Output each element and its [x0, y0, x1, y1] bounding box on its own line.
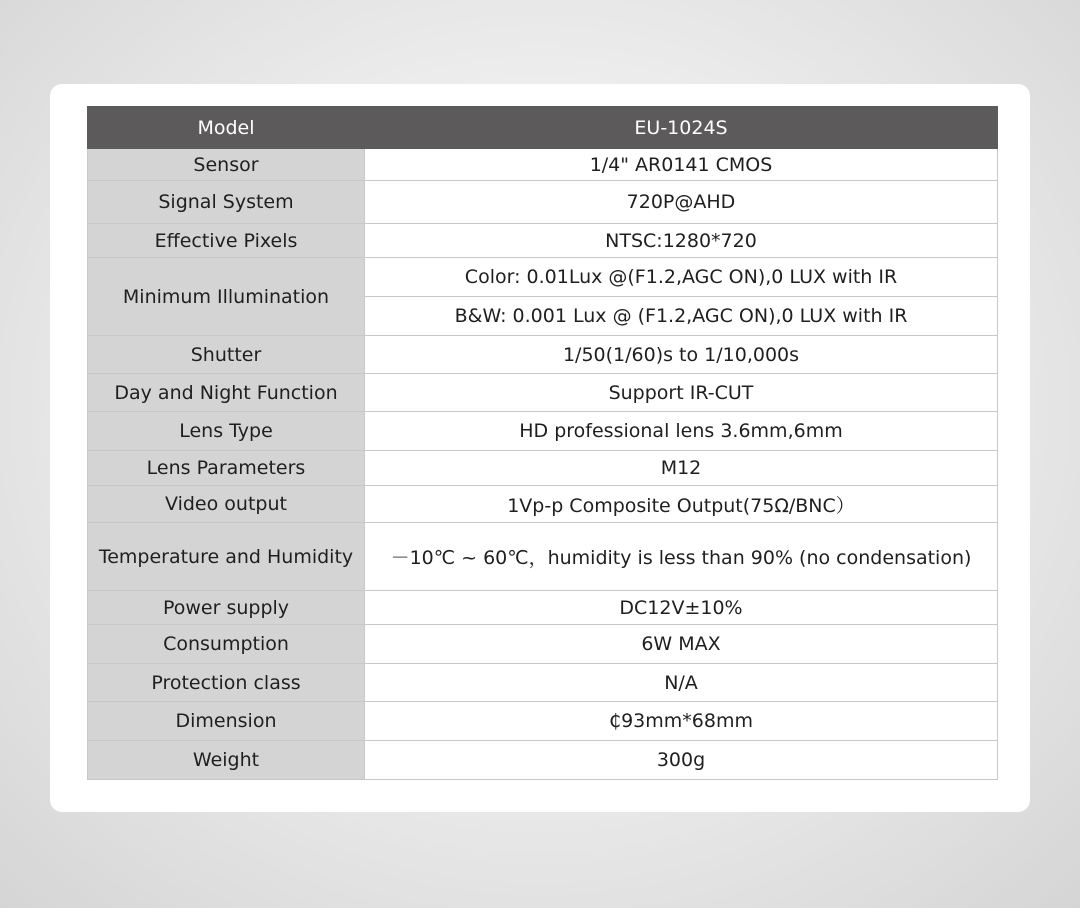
row-label: Minimum Illumination — [88, 258, 365, 336]
header-value: EU-1024S — [365, 107, 998, 149]
row-label: Power supply — [88, 591, 365, 625]
row-label: Lens Type — [88, 412, 365, 451]
row-value: ₵93mm*68mm — [365, 702, 998, 741]
row-value: HD professional lens 3.6mm,6mm — [365, 412, 998, 451]
table-row — [88, 523, 998, 591]
row-value: 6W MAX — [365, 625, 998, 664]
row-label: Lens Parameters — [88, 451, 365, 486]
row-label: Video output — [88, 486, 365, 523]
spec-card — [50, 84, 1030, 812]
spec-table — [87, 106, 998, 780]
header-label: Model — [88, 107, 365, 149]
row-label: Signal System — [88, 181, 365, 224]
row-value: 1/4" AR0141 CMOS — [365, 149, 998, 181]
table-row — [88, 741, 998, 780]
table-row — [88, 258, 998, 297]
row-label: Day and Night Function — [88, 374, 365, 412]
table-row — [88, 625, 998, 664]
table-row — [88, 412, 998, 451]
row-value: NTSC:1280*720 — [365, 224, 998, 258]
row-label: Effective Pixels — [88, 224, 365, 258]
row-value: －10℃ ~ 60℃，humidity is less than 90% (no condensation) — [365, 523, 998, 591]
row-value: 1Vp-p Composite Output(75Ω/BNC） — [365, 486, 998, 523]
table-row — [88, 591, 998, 625]
row-label: Temperature and Humidity — [88, 523, 365, 591]
row-value: B&W: 0.001 Lux @ (F1.2,AGC ON),0 LUX with IR — [365, 297, 998, 336]
row-value: M12 — [365, 451, 998, 486]
row-label: Weight — [88, 741, 365, 780]
row-value: 720P@AHD — [365, 181, 998, 224]
table-row — [88, 664, 998, 702]
table-row — [88, 181, 998, 224]
row-label: Consumption — [88, 625, 365, 664]
row-value: Color: 0.01Lux @(F1.2,AGC ON),0 LUX with IR — [365, 258, 998, 297]
row-value: N/A — [365, 664, 998, 702]
table-row — [88, 451, 998, 486]
row-label: Sensor — [88, 149, 365, 181]
table-row — [88, 336, 998, 374]
table-row — [88, 224, 998, 258]
table-row — [88, 486, 998, 523]
row-value: 1/50(1/60)s to 1/10,000s — [365, 336, 998, 374]
table-row — [88, 702, 998, 741]
row-value: Support IR-CUT — [365, 374, 998, 412]
table-row — [88, 374, 998, 412]
table-header-row — [88, 107, 998, 149]
table-row — [88, 149, 998, 181]
row-value: 300g — [365, 741, 998, 780]
row-label: Shutter — [88, 336, 365, 374]
row-label: Dimension — [88, 702, 365, 741]
row-value: DC12V±10% — [365, 591, 998, 625]
row-label: Protection class — [88, 664, 365, 702]
